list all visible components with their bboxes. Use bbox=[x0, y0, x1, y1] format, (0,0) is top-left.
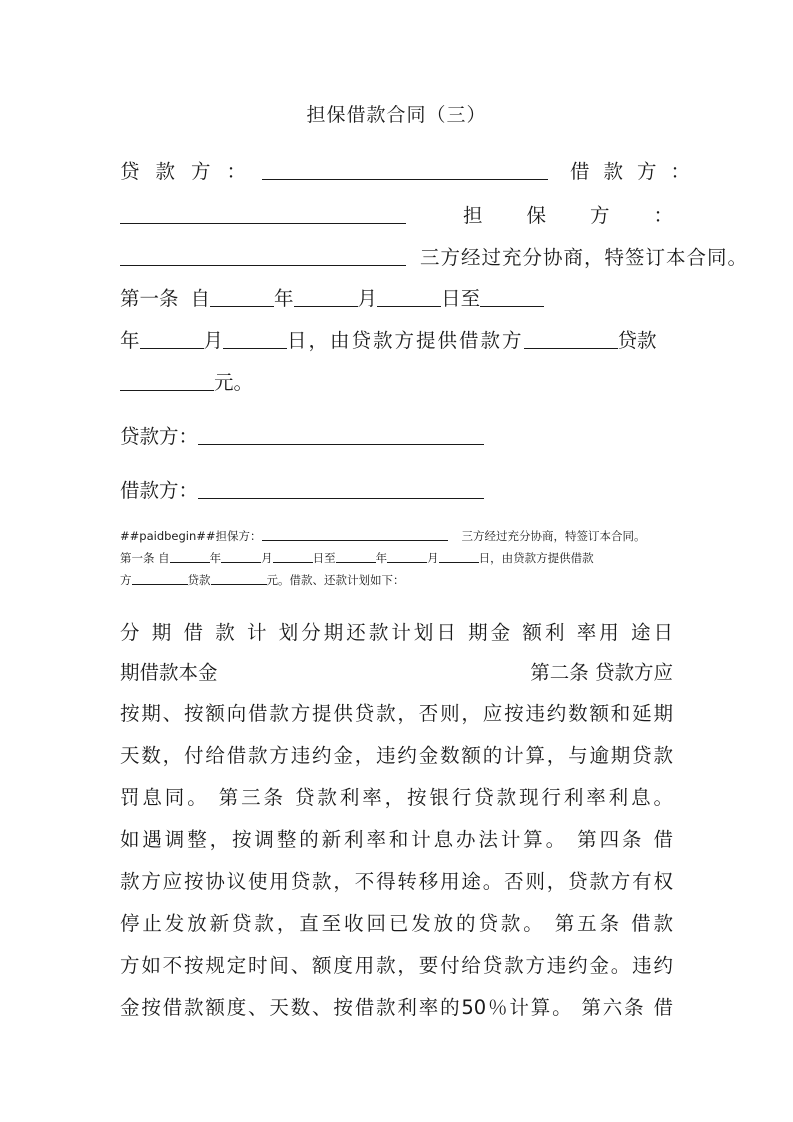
body-line-2 bbox=[120, 656, 673, 690]
body-line-4: 天数，付给借款方违约金，违约金数额的计算，与逾期贷款 bbox=[120, 744, 673, 767]
body-line-10: 金按借款额度、天数、按借款利率的50％计算。 第六条 借 bbox=[120, 996, 673, 1019]
signature-borrower bbox=[120, 474, 673, 508]
body-line-8: 停止发放新贷款，直至收回已发放的贷款。 第五条 借款 bbox=[120, 912, 673, 935]
small-article1: 第一条 自 bbox=[120, 551, 170, 565]
small-year-1: 年 bbox=[209, 551, 222, 565]
borrower-name-blank[interactable] bbox=[524, 324, 618, 349]
end-day-blank[interactable] bbox=[223, 324, 287, 349]
body-line-2-right: 第二条 贷款方应 bbox=[530, 661, 673, 684]
small-line-2 bbox=[120, 547, 676, 569]
small-line2-end: 日，由贷款方提供借款 bbox=[478, 551, 594, 565]
small-blank-4[interactable] bbox=[336, 547, 376, 563]
small-line3-end: 元。借款、还款计划如下： bbox=[266, 573, 405, 587]
small-year-2: 年 bbox=[375, 551, 388, 565]
yuan-end: 元。 bbox=[214, 371, 254, 394]
signature-borrower-label: 借款方： bbox=[120, 479, 199, 502]
parties-line-3 bbox=[120, 241, 749, 275]
body-line-7: 款方应按协议使用贷款，不得转移用途。否则，贷款方有权 bbox=[120, 870, 673, 893]
body-line-5: 罚息同。 第三条 贷款利率，按银行贷款现行利率利息。 bbox=[120, 786, 673, 809]
signature-lender bbox=[120, 420, 673, 454]
body-line-3: 按期、按额向借款方提供贷款，否则，应按违约数额和延期 bbox=[120, 702, 673, 725]
signature-lender-blank[interactable] bbox=[198, 420, 484, 445]
article1-line-2 bbox=[120, 324, 673, 358]
small-loan: 贷款 bbox=[187, 573, 211, 587]
small-day-to: 日至 bbox=[312, 551, 336, 565]
small-blank-6[interactable] bbox=[439, 547, 479, 563]
agreement-text: 三方经过充分协商，特签订本合同。 bbox=[420, 246, 749, 269]
small-agreement: 三方经过充分协商，特签订本合同。 bbox=[461, 529, 646, 543]
month-word-2: 月 bbox=[203, 329, 224, 352]
guarantor-label: 担保方： bbox=[463, 204, 673, 227]
small-month-1: 月 bbox=[261, 551, 273, 565]
signature-lender-label: 贷款方： bbox=[120, 425, 199, 448]
start-day-blank[interactable] bbox=[377, 282, 441, 307]
small-line-1 bbox=[120, 525, 676, 547]
year-word: 年 bbox=[274, 287, 294, 310]
start-month-blank[interactable] bbox=[294, 282, 358, 307]
borrower-blank[interactable] bbox=[120, 199, 406, 224]
body-line-1: 分 期 借 款 计 划分期还款计划日 期金 额利 率用 途日 bbox=[120, 621, 673, 644]
month-word: 月 bbox=[357, 287, 378, 310]
small-blank-7[interactable] bbox=[132, 569, 188, 585]
small-blank-1[interactable] bbox=[170, 547, 210, 563]
article1-line-3 bbox=[120, 366, 673, 400]
guarantor-blank[interactable] bbox=[120, 241, 406, 266]
article1-heading: 第一条 bbox=[120, 287, 179, 310]
end-month-blank[interactable] bbox=[140, 324, 204, 349]
small-blank-5[interactable] bbox=[387, 547, 427, 563]
start-year-blank[interactable] bbox=[210, 282, 274, 307]
from-word: 自 bbox=[190, 287, 211, 310]
loan-word: 贷款 bbox=[617, 329, 657, 352]
end-year-blank[interactable] bbox=[480, 282, 544, 307]
parties-line-1 bbox=[120, 155, 705, 189]
small-prefix: ##paidbegin##担保方： bbox=[120, 529, 262, 543]
small-month-2: 月 bbox=[427, 551, 439, 565]
day-to-word: 日至 bbox=[441, 287, 481, 310]
body-line-2-left: 期借款本金 bbox=[120, 661, 218, 684]
page-title: 担保借款合同（三） bbox=[306, 104, 487, 126]
small-blank-2[interactable] bbox=[221, 547, 261, 563]
small-guarantor-blank[interactable] bbox=[262, 525, 448, 541]
parties-line-2 bbox=[120, 199, 673, 233]
body-line-6: 如遇调整，按调整的新利率和计息办法计算。 第四条 借 bbox=[120, 828, 673, 851]
lender-label: 贷款方： bbox=[120, 160, 263, 183]
article1-line-1 bbox=[120, 282, 673, 316]
amount-blank[interactable] bbox=[120, 366, 214, 391]
small-blank-3[interactable] bbox=[273, 547, 313, 563]
borrower-label: 借款方： bbox=[570, 160, 705, 183]
small-line-3 bbox=[120, 569, 676, 591]
small-blank-8[interactable] bbox=[211, 569, 267, 585]
year-word-2: 年 bbox=[120, 329, 140, 352]
small-fang: 方 bbox=[120, 573, 132, 587]
day-comma-text: 日，由贷款方提供借款方 bbox=[287, 329, 524, 352]
body-line-9: 方如不按规定时间、额度用款，要付给贷款方违约金。违约 bbox=[120, 954, 673, 977]
lender-blank[interactable] bbox=[262, 155, 548, 180]
signature-borrower-blank[interactable] bbox=[198, 474, 484, 499]
